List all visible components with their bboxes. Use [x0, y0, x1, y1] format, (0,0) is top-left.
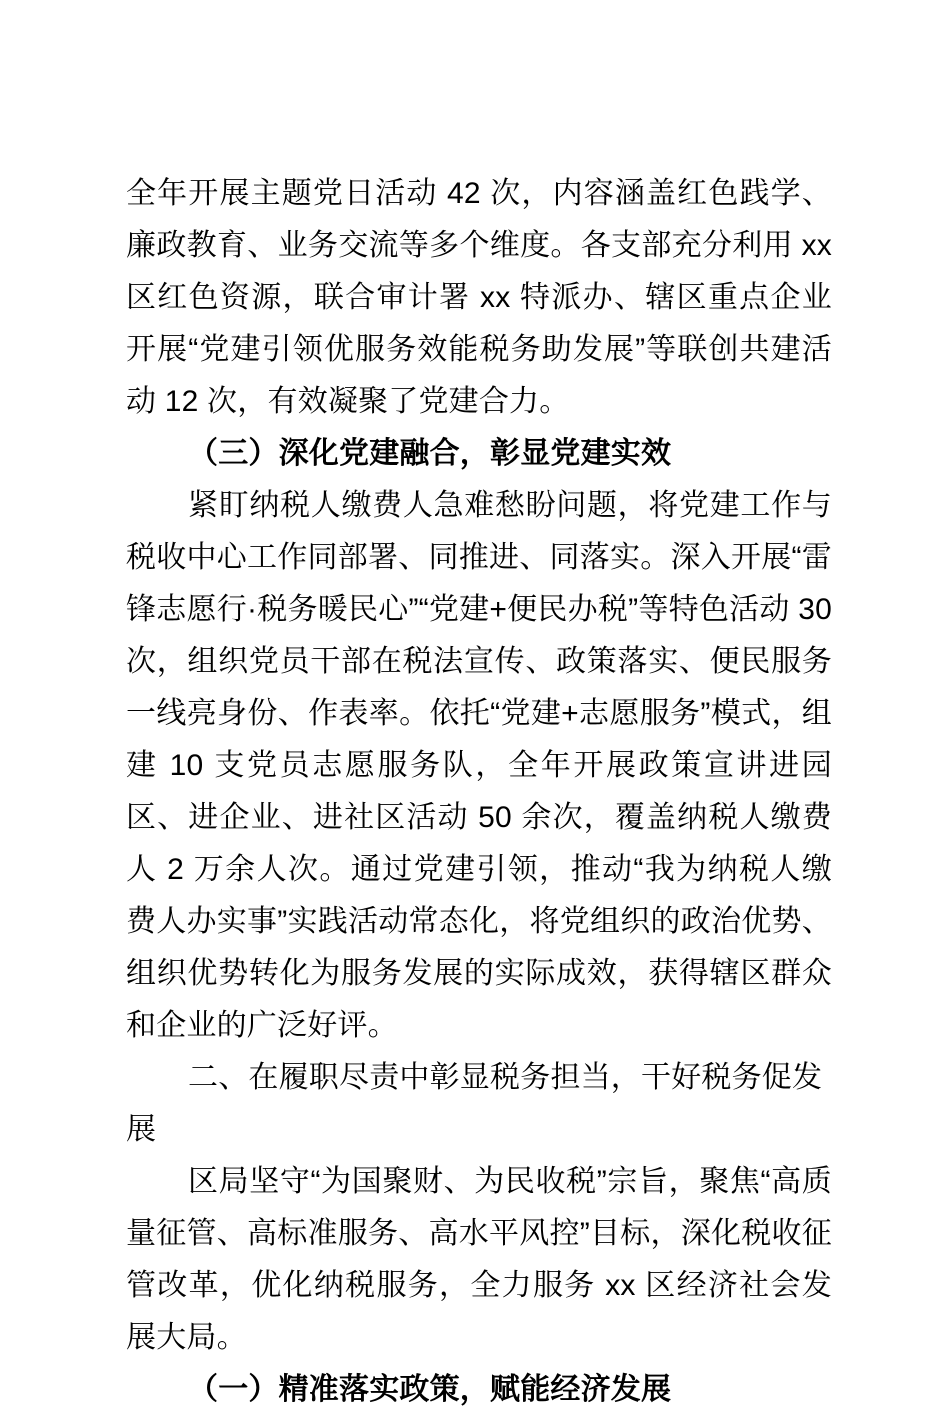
heading-section-three-deepen-party-building-integration: （三）深化党建融合，彰显党建实效 [188, 437, 672, 470]
heading-subsection-one-precise-policy-implementation: （一）精准落实政策，赋能经济发展 [188, 1373, 672, 1406]
paragraph-continued-party-day-activities: 全年开展主题党日活动 42 次，内容涵盖红色践学、廉政教育、业务交流等多个维度。各支部充分利用 xx 区红色资源，联合审计署 xx 特派办、辖区重点企业开展“党建引领优服务效能税务助发展”等联创共建活动 12 次，有效凝聚了党建合力。 [126, 177, 841, 418]
paragraph-bureau-mission-statement: 区局坚守“为国聚财、为民收税”宗旨，聚焦“高质量征管、高标准服务、高水平风控”目标，深化税收征管改革，优化纳税服务，全力服务 xx 区经济社会发展大局。 [126, 1165, 832, 1354]
paragraph-taxpayer-service-party-building: 紧盯纳税人缴费人急难愁盼问题，将党建工作与税收中心工作同部署、同推进、同落实。深入开展“雷锋志愿行·税务暖民心”“党建+便民办税”等特色活动 30 次，组织党员干部在税法宣传、政策落实、便民服务一线亮身份、作表率。依托“党建+志愿服务”模式，组建 10 支党员志愿服务队，全年开展政策宣讲进园区、进企业、进社区活动 50 余次，覆盖纳税人缴费人 2 万余人次。通过党建引领，推动“我为纳税人缴费人办实事”实践活动常态化，将党组织的政治优势、组织优势转化为服务发展的实际成效，获得辖区群众和企业的广泛好评。 [126, 489, 841, 1042]
heading-section-two-tax-responsibility: 二、在履职尽责中彰显税务担当，干好税务促发展 [126, 1061, 823, 1146]
document-text-body [126, 168, 841, 1416]
